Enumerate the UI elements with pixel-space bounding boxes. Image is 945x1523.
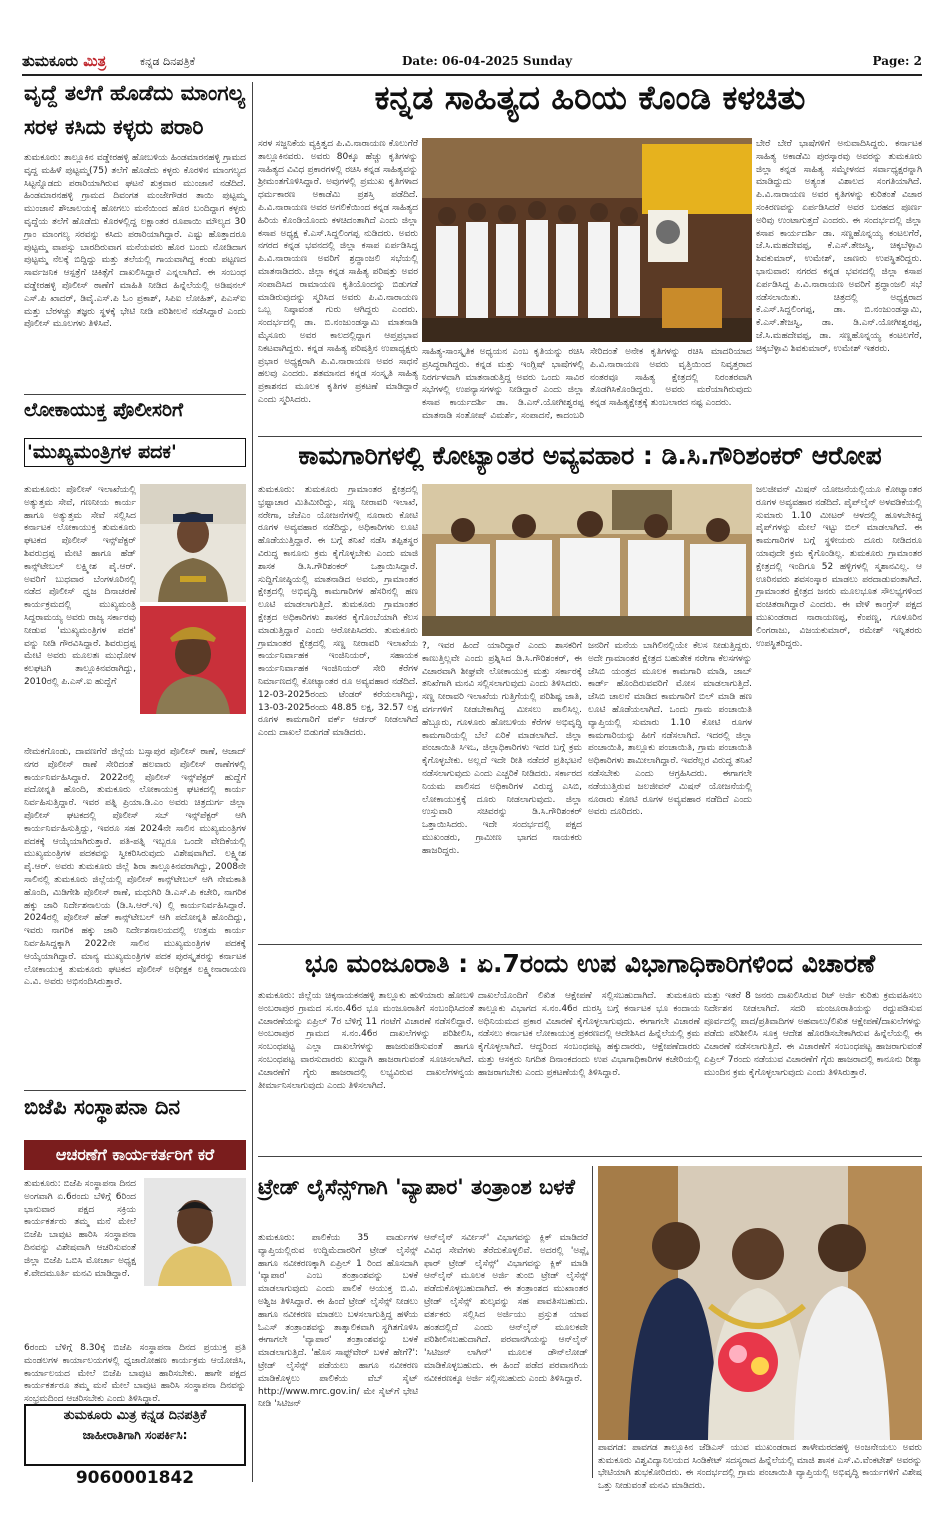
leader-portrait-icon	[144, 1178, 246, 1286]
b-col1: ತುಮಕೂರು: ತುಮಕೂರು ಗ್ರಾಮಾಂತರ ಕ್ಷೇತ್ರದಲ್ಲಿ ಭ್ರಷ್ಟಾಚಾರ ಮಿತಿಮೀರಿದ್ದು, ಸಣ್ಣ ನೀರಾವರಿ ಇಲಾಖೆ, ನರೇಗಾ, ಜೆಜೆಎಂ ಯೋಜನೆಗಳಲ್ಲಿ ನೂರಾರು ಕೋಟಿ ರೂಗಳ ಅವ್ಯವಹಾರ ನಡೆದಿದ್ದು, ಅಧಿಕಾರಿಗಳು ಲೂಟಿ ಹೊಡೆಯುತ್ತಿದ್ದಾರೆ. ಈ ಬಗ್ಗೆ ತನಿಖೆ ನಡೆಸಿ ತಪ್ಪಿತಸ್ಥರ ವಿರುದ್ಧ ಕಾನೂನು ಕ್ರಮ ಕೈಗೊಳ್ಳಬೇಕು ಎಂದು ಮಾಜಿ ಶಾಸಕ ಡಿ.ಸಿ.ಗೌರಿಶಂಕರ್ ಒತ್ತಾಯಿಸಿದ್ದಾರೆ. ಸುದ್ದಿಗೋಷ್ಠಿಯಲ್ಲಿ ಮಾತನಾಡಿದ ಅವರು, ಗ್ರಾಮಾಂತರ ಕ್ಷೇತ್ರದಲ್ಲಿ ಅಭಿವೃದ್ಧಿ ಕಾಮಗಾರಿಗಳ ಹೆಸರಿನಲ್ಲಿ ಹಣ ಲೂಟಿ ಮಾಡಲಾಗುತ್ತಿದೆ. ತುಮಕೂರು ಗ್ರಾಮಾಂತರ ಕ್ಷೇತ್ರದ ಅಧಿಕಾರಿಗಳು ಶಾಸಕರ ಕೈಗೊಂಬೆಯಾಗಿ ಕೆಲಸ ಮಾಡುತ್ತಿದ್ದಾರೆ ಎಂದು ಆರೋಪಿಸಿದರು. ತುಮಕೂರು ಗ್ರಾಮಾಂತರ ಕ್ಷೇತ್ರದಲ್ಲಿ ಸಣ್ಣ ನೀರಾವರಿ ಇಲಾಖೆಯ ಕಾರ್ಯನಿರ್ವಾಹಕ ಇಂಜಿನಿಯರ್, ಸಹಾಯಕ ಕಾರ್ಯನಿರ್ವಾಹಕ ಇಂಜಿನಿಯರ್ ಸೇರಿ ಕೆರೆಗಳ ನಿರ್ಮಾಣದಲ್ಲಿ ಕೋಟ್ಯಾಂತರ ರೂ ಅವ್ಯವಹಾರ ನಡೆದಿದೆ. 12-03-2025ರಂದು ಟೆಂಡರ್ ಕರೆಯಲಾಗಿದ್ದು, 13-03-2025ರಂದು 48.85 ಲಕ್ಷ, 32.57 ಲಕ್ಷ ರೂಗಳ ಕಾಮಗಾರಿಗೆ ವರ್ಕ್ ಆರ್ಡರ್ ನೀಡಲಾಗಿದೆ ಎಂದು ದಾಖಲೆ ಬಿಡುಗಡೆ ಮಾಡಿದರು.	[258, 485, 418, 739]
bjp-leader-photo	[144, 1178, 246, 1286]
paper-tagline: ಕನ್ನಡ ದಿನಪತ್ರಿಕೆ	[140, 55, 196, 68]
d-col1: ತುಮಕೂರು: ಪಾಲಿಕೆಯ 35 ವಾರ್ಡುಗಳ ವ್ಯಾಪ್ತಿಯಲ್ಲಿರುವ ಉದ್ದಿಮೆದಾರರಿಗೆ ಟ್ರೇಡ್ ಲೈಸೆನ್ಸ್ ಹಾಗೂ ನವೀಕರಣಕ್ಕಾಗಿ ಏಪ್ರಿಲ್ 1 ರಿಂದ ಹೊಸದಾಗಿ 'ವ್ಯಾಪಾರ' ಎಂಬ ತಂತ್ರಾಂಶವನ್ನು ಬಳಕೆ ಮಾಡಲಾಗುವುದು ಎಂದು ಪಾಲಿಕೆ ಆಯುಕ್ತ ಬಿ.ವಿ. ಅಶ್ವಿಜ ತಿಳಿಸಿದ್ದಾರೆ. ಈ ಹಿಂದೆ ಟ್ರೇಡ್ ಲೈಸೆನ್ಸ್ ನೀಡಲು ಹಾಗೂ ನವೀಕರಣ ಮಾಡಲು ಬಳಸಲಾಗುತ್ತಿದ್ದ ಹಳೆಯ ಓಎಸ್ ತಂತ್ರಾಂಶವನ್ನು ತಾತ್ಕಾಲಿಕವಾಗಿ ಸ್ಥಗಿತಗೊಳಿಸಿ ಈಗಾಗಲೇ 'ವ್ಯಾಪಾರ' ತಂತ್ರಾಂಶವನ್ನು ಬಳಕೆ ಮಾಡಲಾಗುತ್ತಿದೆ. 'ಹೊಸ ಸಾಫ್ಟ್‌ವೇರ್ ಬಳಕೆ ಹೇಗೆ?': ಟ್ರೇಡ್ ಲೈಸೆನ್ಸ್ ಪಡೆಯಲು ಹಾಗೂ ನವೀಕರಣ ಮಾಡಿಕೊಳ್ಳಲು ಪಾಲಿಕೆಯ ವೆಬ್ ಸೈಟ್ http://www.mrc.gov.in/ ಮೇ ಸೈಟ್‌ಗೆ ಭೇಟಿ ನೀಡಿ 'ಸಿಟಿಜನ್	[258, 1233, 418, 1410]
tribute-event-photo	[422, 138, 752, 342]
a1-headline-1: ವೃದ್ದೆ ತಲೆಗೆ ಹೊಡೆದು ಮಾಂಗಲ್ಯ	[24, 81, 246, 105]
divider	[24, 1090, 246, 1091]
main-under-photo: ಸಾಹಿತ್ಯ-ಸಾಂಸ್ಕೃತಿಕ ಅಧ್ಯಯನ ಎಂಬ ಕೃತಿಯನ್ನು ರಚಿಸಿ ಪ್ರಸಿದ್ಧರಾಗಿದ್ದರು. ಕನ್ನಡ ಮತ್ತು ಇಂಗ್ಲಿಷ್ ಭಾಷೆಗಳಲ್ಲಿ ನಿರರ್ಗಳವಾಗಿ ಮಾತನಾಡುತ್ತಿದ್ದ ಅವರು ಒಂದು ಸಾವಿರ ಸಭೆಗಳಲ್ಲಿ ಉಪನ್ಯಾಸಗಳನ್ನು ನೀಡಿದ್ದಾರೆ ಎಂದು ಜಿಲ್ಲಾ ಕಸಾಪ ಕಾರ್ಯದರ್ಶಿ ಡಾ. ಡಿ.ಎನ್.ಯೋಗೀಶ್ವರಪ್ಪ ಮಾತನಾಡಿ ಸಂತೋಷ್ ವಿಮರ್ಶೆ, ಸಂಪಾದನೆ, ಕಾದಂಬರಿ ಸೇರಿದಂತೆ ಅನೇಕ ಕೃತಿಗಳನ್ನು ರಚಿಸಿ ಮಾದರಿಯಾದ ಪಿ.ವಿ.ನಾರಾಯಣ ಅವರು ವೃತ್ತಿಯಿಂದ ನಿವೃತ್ತರಾದ ನಂತರವೂ ಸಾಹಿತ್ಯ ಕ್ಷೇತ್ರದಲ್ಲಿ ನಿರಂತರವಾಗಿ ತೊಡಗಿಸಿಕೊಂಡಿದ್ದರು. ಅವರು ಮರೆಯಾಗಿರುವುದು ಕನ್ನಡ ಸಾಹಿತ್ಯಕ್ಷೇತ್ರಕ್ಕೆ ತುಂಬಲಾರದ ನಷ್ಟ ಎಂದರು.	[422, 347, 752, 421]
c-col3: ಮತ್ತು ಇತರೆ 8 ಜನರು ದಾಖಲಿಸಿರುವ ರಿಟ್ ಅರ್ಜಿ ಕುರಿತು ಕ್ರಮವಹಿಸಲು ನಿರ್ದೇಶನ ನೀಡಲಾಗಿದೆ. ಸದರಿ ಮಂಜೂರಾತಿಯನ್ನು ರದ್ದುಪಡಿಸುವ ಪೂರ್ವದಲ್ಲಿ ಪಾದ/ಪ್ರತಿವಾದಿಗಳ ಅಹವಾಲು/ಲಿಖಿತ ಆಕ್ಷೇಪಣೆ/ದಾಖಲೆಗಳನ್ನು ಪಡೆದು ಪರಿಶೀಲಿಸಿ ಸೂಕ್ತ ಆದೇಶ ಹೊರಡಿಸಬೇಕಾಗಿರುವ ಹಿನ್ನೆಲೆಯಲ್ಲಿ ಈ ವಿಚಾರಣೆ ನಡೆಸಲಾಗುತ್ತಿದೆ. ಈ ವಿಚಾರಣೆಗೆ ಸಂಬಂಧಪಟ್ಟ ಹಾಜರಾಗುವಂತೆ ಏಪ್ರಿಲ್ 7ರಂದು ನಡೆಯುವ ವಿಚಾರಣೆಗೆ ಗೈರು ಹಾಜರಾದಲ್ಲಿ ಕಾನೂನು ರೀತ್ಯಾ ಮುಂದಿನ ಕ್ರಮ ಕೈಗೊಳ್ಳಲಾಗುವುದು ಎಂದು ತಿಳಿಸಿರುತ್ತಾರೆ.	[704, 991, 922, 1078]
d-headline: ಟ್ರೇಡ್ ಲೈಸೆನ್ಸ್‌ಗಾಗಿ 'ವ್ಯಾಪಾರ' ತಂತ್ರಾಂಶ ಬಳಕೆ	[258, 1175, 575, 1199]
main-col1: ಸರಳ ಸಜ್ಜನಿಕೆಯ ವ್ಯಕ್ತಿತ್ವದ ಪಿ.ವಿ.ನಾರಾಯಣ ಕೊಲುಗೆರೆ ತಾಲ್ಲೂಕಿನವರು. ಅವರು 80ಕ್ಕೂ ಹೆಚ್ಚು ಕೃತಿಗಳನ್ನು ಸಾಹಿತ್ಯದ ವಿವಿಧ ಪ್ರಕಾರಗಳಲ್ಲಿ ರಚಿಸಿ ಕನ್ನಡ ಸಾಹಿತ್ಯವನ್ನು ಶ್ರೀಮಂತಗೊಳಿಸಿದ್ದಾರೆ. ಅವುಗಳಲ್ಲಿ ಪ್ರಮುಖ ಕೃತಿಗಳಾದ ಧರ್ಮಕಾರಣ ಅಕಾಡೆಮಿ ಪ್ರಶಸ್ತಿ ಪಡೆದಿದೆ. ಪಿ.ವಿ.ನಾರಾಯಣ ಅವರ ಅಗಲಿಕೆಯಿಂದ ಕನ್ನಡ ಸಾಹಿತ್ಯದ ಹಿರಿಯ ಕೊಂಡಿಯೊಂದು ಕಳಚಿದಂತಾಗಿದೆ ಎಂದು ಜಿಲ್ಲಾ ಕಸಾಪ ಅಧ್ಯಕ್ಷ ಕೆ.ಎಸ್.ಸಿದ್ದಲಿಂಗಪ್ಪ ನುಡಿದರು. ಅವರು ನಗರದ ಕನ್ನಡ ಭವನದಲ್ಲಿ ಜಿಲ್ಲಾ ಕಸಾಪ ಏರ್ಪಡಿಸಿದ್ದ ಪಿ.ವಿ.ನಾರಾಯಣ ಅವರಿಗೆ ಶ್ರದ್ಧಾಂಜಲಿ ಸಭೆಯಲ್ಲಿ ಮಾತನಾಡಿದರು. ಜಿಲ್ಲಾ ಕನ್ನಡ ಸಾಹಿತ್ಯ ಪರಿಷತ್ತು ಅವರ ಸಂಪಾದಿಸಿದ ರಾಮಾಯಣ ಕೃತಿಯೊಂದನ್ನು ಬಿಡುಗಡೆ ಮಾಡಿರುವುದನ್ನು ಸ್ಮರಿಸಿದ ಅವರು ಪಿ.ವಿ.ನಾರಾಯಣ ಒಬ್ಬ ನಿಷ್ಠಾವಂತ ಗುರು ಆಗಿದ್ದರು ಎಂದರು. ಸಂದರ್ಭದಲ್ಲಿ ಡಾ. ಬಿ.ನಂಜುಂಡಸ್ವಾಮಿ ಮಾತನಾಡಿ ಮೈಸೂರು ಅವರ ಕಾಲದಲ್ಲಿದ್ದಾಗ ಆಪ್ತಪ್ರಭಾವ ನಿಕಟವಾಗಿದ್ದರು. ಕನ್ನಡ ಸಾಹಿತ್ಯ ಪರಿಷತ್ತಿನ ಉಪಾಧ್ಯಕ್ಷರು ಪ್ರಭಾರ ಅಧ್ಯಕ್ಷರಾಗಿ ಪಿ.ವಿ.ನಾರಾಯಣ ಅವರ ಸಾಧನೆ ಹಲವು ಎಂದರು. ಶತಮಾನದ ಕನ್ನಡ ಸಂಸ್ಕೃತಿ ಸಾಹಿತ್ಯ ಪ್ರಕಾಶನದ ಮೂಲಕ ಕೃತಿಗಳ ಪ್ರಕಟಣೆ ಮಾಡಿದ್ದಾರೆ ಎಂದು ಸ್ಮರಿಸಿದರು.	[258, 139, 418, 405]
column-rule	[252, 82, 253, 1482]
a3-body-narrow: ತುಮಕೂರು: ಬಿಜೆಪಿ ಸಂಸ್ಥಾಪನಾ ದಿನದ ಅಂಗವಾಗಿ ಏ.6ರಂದು ಬೆಳಿಗ್ಗೆ 6ರಿಂದ ಭಾನುವಾರ ಪಕ್ಷದ ಸಕ್ರಿಯ ಕಾರ್ಯಕರ್ತರು ತಮ್ಮ ಮನೆ ಮೇಲೆ ಬಿಜೆಪಿ ಬಾವುಟ ಹಾರಿಸಿ ಸಂಸ್ಥಾಪನಾ ದಿನವನ್ನು ವಿಶೇಷವಾಗಿ ಆಚರಿಸುವಂತೆ ಜಿಲ್ಲಾ ಬಿಜೆಪಿ ಒಬಿಸಿ ಮೋರ್ಚಾ ಅಧ್ಯಕ್ಷ ಕೆ.ವೇದಮೂರ್ತಿ ಮನವಿ ಮಾಡಿದ್ದಾರೆ.	[24, 1179, 136, 1279]
a2-headline-2: 'ಮುಖ್ಯಮಂತ್ರಿಗಳ ಪದಕ'	[24, 438, 246, 467]
officer-photo-1	[140, 484, 246, 602]
d-photo-caption: ಪಾವಗಡ: ಪಾವಗಡ ತಾಲ್ಲೂಕಿನ ಜೆಡಿಎಸ್ ಯುವ ಮುಖಂಡರಾದ ತಾಳೇಮರದಹಳ್ಳಿ ಅಂಜನೇಯಲು ಅವರು ತುಮಕೂರು ವಿಶ್ವವಿದ್ಯಾನಿಲಯದ ಸಿಂಡಿಕೇಟ್ ಸದಸ್ಯರಾದ ಹಿನ್ನೆಲೆಯಲ್ಲಿ ಮಾಜಿ ಶಾಸಕ ಎಸ್.ವಿ.ವೆಂಕಟೇಶ್ ಅವರನ್ನು ಭೇಟಿಯಾಗಿ ಶುಭಕೋರಿದರು. ಈ ಸಂದರ್ಭದಲ್ಲಿ ಗ್ರಾಮ ಪಂಚಾಯಿತಿ ವ್ಯಾಪ್ತಿಯಲ್ಲಿ ಅಭಿವೃದ್ಧಿ ಕಾರ್ಯಗಳಿಗೆ ವಿಶೇಷ ಒತ್ತು ನೀಡುವಂತೆ ಮನವಿ ಮಾಡಿದರು.	[598, 1443, 922, 1491]
divider	[258, 436, 922, 437]
c-headline: ಭೂ ಮಂಜೂರಾತಿ : ಏ.7ರಂದು ಉಪ ವಿಭಾಗಾಧಿಕಾರಿಗಳಿಂದ ವಿಚಾರಣೆ	[304, 949, 876, 978]
greeting-photo	[598, 1166, 922, 1440]
a2-body-narrow: ತುಮಕೂರು: ಪೊಲೀಸ್ ಇಲಾಖೆಯಲ್ಲಿ ಅತ್ಯುತ್ತಮ ಸೇವೆ, ಗಣನೀಯ ಕಾರ್ಯ ಹಾಗೂ ಅತ್ಯುತ್ತಮ ಸೇವೆ ಸಲ್ಲಿಸಿದ ಕರ್ನಾಟಕ ಲೋಕಾಯುಕ್ತ ತುಮಕೂರು ಘಟಕದ ಪೊಲೀಸ್ ಇನ್ಸ್‌ಪೆಕ್ಟರ್ ಶಿವರುದ್ರಪ್ಪ ಮೇಟಿ ಹಾಗೂ ಹೆಡ್ ಕಾನ್ಸ್‌ಟೇಬಲ್ ಲಕ್ಷ್ಮೀಶ ಪೈ.ಆರ್. ಅವರಿಗೆ ಬುಧವಾರ ಬೆಂಗಳೂರಿನಲ್ಲಿ ನಡೆದ ಪೊಲೀಸ್ ಧ್ವಜ ದಿನಾಚರಣೆ ಕಾರ್ಯಕ್ರಮದಲ್ಲಿ ಮುಖ್ಯಮಂತ್ರಿ ಸಿದ್ದರಾಮಯ್ಯ ಅವರು ರಾಜ್ಯ ಸರ್ಕಾರವು ನೀಡುವ 'ಮುಖ್ಯಮಂತ್ರಿಗಳ ಪದಕ' ವನ್ನು ನೀಡಿ ಗೌರವಿಸಿದ್ದಾರೆ. ಶಿವರುದ್ರಪ್ಪ ಮೇಟಿ ಅವರು ಮೂಲತಃ ಮುಧೋಳ ಕಲಘಟಗಿ ತಾಲ್ಲೂಕಿನವರಾಗಿದ್ದು, 2010ರಲ್ಲಿ ಪಿ.ಎಸ್.ಐ ಹುದ್ದೆಗೆ	[24, 485, 136, 687]
b-col3: ಜನರಿಗೆ ಮನೆಯ ಬಾಗಿಲಿನಲ್ಲಿಯೇ ಕೆಲಸ ನೀಡುತ್ತಿದ್ದರು. ಅದೇ ಗ್ರಾಮಾಂತರ ಕ್ಷೇತ್ರದ ಬಹುತೇಕ ನರೇಗಾ ಕೆಲಸಗಳನ್ನು ಜೆಸಿಬಿ ಯಂತ್ರದ ಮೂಲಕ ಕಾಮಗಾರಿ ಮಾಡಿ, ಜಾಬ್ ಕಾರ್ಡ್ ಹೊಂದಿರುವವರಿಗೆ ಮೋಸ ಮಾಡಲಾಗುತ್ತಿದೆ. ಜೆಸಿಬಿ ಚಾಲನೆ ಮಾಡಿದ ಕಾಮಗಾರಿಗೆ ಬಿಲ್ ಮಾಡಿ ಹಣ ಲೂಟಿ ಹೊಡೆಯಲಾಗಿದೆ. ಒಂದು ಗ್ರಾಮ ಪಂಚಾಯಿತಿ ವ್ಯಾಪ್ತಿಯಲ್ಲಿ ಸುಮಾರು 1.10 ಕೋಟಿ ರೂಗಳ ಕಾಮಗಾರಿಯನ್ನು ಹೀಗೆ ನಡೆಸಲಾಗಿದೆ. ಇದರಲ್ಲಿ ಜಿಲ್ಲಾ ಪಂಚಾಯಿತಿ, ತಾಲ್ಲೂಕು ಪಂಚಾಯಿತಿ, ಗ್ರಾಮ ಪಂಚಾಯಿತಿ ಅಧಿಕಾರಿಗಳು ಶಾಮೀಲಾಗಿದ್ದಾರೆ. ಇವರೆಲ್ಲರ ವಿರುದ್ಧ ತನಿಖೆ ನಡೆಸಬೇಕು ಎಂದು ಆಗ್ರಹಿಸಿದರು. ಈಗಾಗಲೇ ನಡೆಯುತ್ತಿರುವ ಜಲಜೀವನ್ ಮಿಷನ್ ಯೋಜನೆಯಲ್ಲಿ ನೂರಾರು ಕೋಟಿ ರೂಗಳ ಅವ್ಯವಹಾರ ನಡೆದಿದೆ ಎಂದು ಅವರು ದೂರಿದರು.	[588, 641, 752, 818]
issue-date: Date: 06-04-2025 Sunday	[402, 54, 573, 68]
paper-logo	[22, 52, 106, 70]
a2-headline-1: ಲೋಕಾಯುಕ್ತ ಪೊಲೀಸರಿಗೆ	[24, 399, 184, 421]
ad-subtitle: ಜಾಹೀರಾತಿಗಾಗಿ ಸಂಪರ್ಕಿಸಿ:	[82, 1428, 188, 1442]
divider	[24, 394, 246, 395]
a1-headline-2: ಸರಳ ಕಸಿದು ಕಳ್ಳರು ಪರಾರಿ	[24, 115, 204, 139]
divider	[258, 1156, 922, 1157]
officer-photo-2	[140, 606, 246, 714]
ad-box	[24, 1404, 246, 1466]
a3-headline: ಬಿಜೆಪಿ ಸಂಸ್ಥಾಪನಾ ದಿನ	[24, 1095, 181, 1119]
c-col1: ತುಮಕೂರು: ಜಿಲ್ಲೆಯ ಚಿಕ್ಕನಾಯಕನಹಳ್ಳಿ ತಾಲ್ಲೂಕು ಹುಳಿಯಾರು ಹೋಬಳಿ ಅಂಬರಾಪುರ ಗ್ರಾಮದ ಸ.ನಂ.46ರ ಭೂ ಮಂಜೂರಾತಿಗೆ ಸಂಬಂಧಿಸಿದಂತೆ ವಿಚಾರಣೆಯನ್ನು ಏಪ್ರಿಲ್ 7ರ ಬೆಳಿಗ್ಗೆ 11 ಗಂಟೆಗೆ ವಿಚಾರಣೆ ನಡೆಸಲಿದ್ದಾರೆ. ಅಂಬರಾಪುರ ಗ್ರಾಮದ ಸ.ನಂ.46ರ ದಾಖಲೆಗಳನ್ನು ಪರಿಶೀಲಿಸಿ, ಸಂಬಂಧಪಟ್ಟ ಎಲ್ಲಾ ದಾಖಲೆಗಳನ್ನು ಹಾಜರುಪಡಿಸುವಂತೆ ಹಾಗೂ ಸಂಬಂಧಪಟ್ಟ ವಾರಸುದಾರರು ಖುದ್ದಾಗಿ ಹಾಜರಾಗುವಂತೆ ಸೂಚಿಸಲಾಗಿದೆ. ವಿಚಾರಣೆಗೆ ಗೈರು ಹಾಜರಾದಲ್ಲಿ ಲಭ್ಯವಿರುವ ದಾಖಲೆಗಳನ್ವಯ ತೀರ್ಮಾನಿಸಲಾಗುವುದು ಎಂದು ತಿಳಿಸಲಾಗಿದೆ.	[258, 991, 474, 1091]
main-photo	[422, 138, 752, 342]
main-col3: ಬೇರೆ ಬೇರೆ ಭಾಷೆಗಳಿಗೆ ಅನುವಾದಿಸಿದ್ದರು. ಕರ್ನಾಟಕ ಸಾಹಿತ್ಯ ಅಕಾಡೆಮಿ ಪುರಸ್ಕಾರವು ಅವರನ್ನು ತುಮಕೂರು ಜಿಲ್ಲಾ ಕನ್ನಡ ಸಾಹಿತ್ಯ ಸಮ್ಮೇಳನದ ಸರ್ವಾಧ್ಯಕ್ಷರನ್ನಾಗಿ ಮಾಡಿದ್ದುದು ಅತ್ಯಂತ ವಿಶಾಲದ ಸಂಗತಿಯಾಗಿದೆ. ಪಿ.ವಿ.ನಾರಾಯಣ ಅವರ ಕೃತಿಗಳನ್ನು ಕುರಿತಂತೆ ವಿಚಾರ ಸಂಕಿರಣವನ್ನು ಏರ್ಪಡಿಸಿದರೆ ಅವರ ಬರಹದ ಪೂರ್ಣ ಅರಿವು ಉಂಟಾಗುತ್ತದೆ ಎಂದರು. ಈ ಸಂದರ್ಭದಲ್ಲಿ ಜಿಲ್ಲಾ ಕಸಾಪ ಕಾರ್ಯದರ್ಶಿ ಡಾ. ಸಣ್ಣಹೊನ್ನಯ್ಯ ಕಂಟಲಗೆರೆ, ಜೆ.ಸಿ.ಮಹದೇವಪ್ಪ, ಕೆ.ಎಸ್.ತೇಜಸ್ವಿ, ಚಿಕ್ಕಬೆಳ್ಳಾವಿ ಶಿವಕುಮಾರ್, ಉಮೇಶ್, ಜಾಣರು ಉಪಸ್ಥಿತರಿದ್ದರು. ಭಾನುವಾರ: ನಗರದ ಕನ್ನಡ ಭವನದಲ್ಲಿ ಜಿಲ್ಲಾ ಕಸಾಪ ಏರ್ಪಡಿಸಿದ್ದ ಪಿ.ವಿ.ನಾರಾಯಣ ಅವರಿಗೆ ಶ್ರದ್ಧಾಂಜಲಿ ಸಭೆ ನಡೆಸಲಾಯಿತು. ಚಿತ್ರದಲ್ಲಿ ಅಧ್ಯಕ್ಷರಾದ ಕೆ.ಎಸ್.ಸಿದ್ದಲಿಂಗಪ್ಪ, ಡಾ. ಬಿ.ನಂಜುಂಡಸ್ವಾಮಿ, ಕೆ.ಎಸ್.ತೇಜಸ್ವಿ, ಡಾ. ಡಿ.ಎನ್.ಯೋಗೀಶ್ವರಪ್ಪ, ಜೆ.ಸಿ.ಮಹದೇವಪ್ಪ, ಡಾ. ಸಣ್ಣಹೊನ್ನಯ್ಯ ಕಂಟಲಗೆರೆ, ಚಿಕ್ಕಬೆಳ್ಳಾವಿ ಶಿವಕುಮಾರ್, ಉಮೇಶ್ ಇತರರು.	[756, 139, 922, 354]
b-col2: ?, ಇವರ ಹಿಂದೆ ಯಾರಿದ್ದಾರೆ ಎಂದು ಶಾಸಕರಿಗೆ ಕಾಣುತ್ತಿಲ್ಲವೇ ಎಂದು ಪ್ರಶ್ನಿಸಿದ ಡಿ.ಸಿ.ಗೌರಿಶಂಕರ್, ಈ ವಿಚಾರವಾಗಿ ಶೀಘ್ರವೇ ಲೋಕಾಯುಕ್ತ ಮತ್ತು ಸರ್ಕಾರಕ್ಕೆ ತನಿಖೆಗಾಗಿ ಮನವಿ ಸಲ್ಲಿಸಲಾಗುವುದು ಎಂದು ತಿಳಿಸಿದರು. ಸಣ್ಣ ನೀರಾವರಿ ಇಲಾಖೆಯ ಗುತ್ತಿಗೆಯಲ್ಲಿ ಪರಿಶಿಷ್ಟ ಜಾತಿ, ವರ್ಗಗಳಿಗೆ ನೀಡಬೇಕಾಗಿದ್ದ ಮೀಸಲು ಪಾಲಿಸಿಲ್ಲ. ಹೆಬ್ಬೂರು, ಗೂಳೂರು ಹೋಬಳಿಯ ಕೆರೆಗಳ ಅಭಿವೃದ್ಧಿ ಕಾಮಗಾರಿಯಲ್ಲಿ ಬೆಲೆ ಏರಿಕೆ ಮಾಡಲಾಗಿದೆ. ಜಿಲ್ಲಾ ಪಂಚಾಯಿತಿ ಸಿಇಒ, ಜಿಲ್ಲಾಧಿಕಾರಿಗಳು ಇದರ ಬಗ್ಗೆ ಕ್ರಮ ಕೈಗೊಳ್ಳಬೇಕು. ಅಲ್ಲದೆ ಇದೇ ರೀತಿ ನಡೆದರೆ ಪ್ರತಿಭಟನೆ ನಡೆಸಲಾಗುವುದು ಎಂದು ಎಚ್ಚರಿಕೆ ನೀಡಿದರು. ಸರ್ಕಾರದ ನಿಯಮ ಪಾಲಿಸದ ಅಧಿಕಾರಿಗಳ ವಿರುದ್ಧ ಎಸಿಬಿ, ಲೋಕಾಯುಕ್ತಕ್ಕೆ ದೂರು ನೀಡಲಾಗುವುದು. ಜಿಲ್ಲಾ ಉಸ್ತುವಾರಿ ಸಚಿವರನ್ನು ಡಿ.ಸಿ.ಗೌರಿಶಂಕರ್ ಒತ್ತಾಯಿಸಿದರು. ಇದೇ ಸಂದರ್ಭದಲ್ಲಿ ಪಕ್ಷದ ಮುಖಂಡರು, ಗ್ರಾಮೀಣ ಭಾಗದ ನಾಯಕರು ಹಾಜರಿದ್ದರು.	[422, 641, 582, 856]
officer-portrait-icon	[140, 606, 246, 714]
main-headline: ಕನ್ನಡ ಸಾಹಿತ್ಯದ ಹಿರಿಯ ಕೊಂಡಿ ಕಳಚಿತು	[374, 78, 806, 117]
a3-subheadline: ಆಚರಣೆಗೆ ಕಾರ್ಯಕರ್ತರಿಗೆ ಕರೆ	[24, 1140, 246, 1170]
logo-text-b: ಮಿತ್ರ	[83, 52, 107, 70]
ad-title: ತುಮಕೂರು ಮಿತ್ರ ಕನ್ನಡ ದಿನಪತ್ರಿಕೆ	[63, 1408, 207, 1423]
page-number: Page: 2	[872, 54, 922, 68]
b-photo	[422, 484, 752, 636]
d-photo	[598, 1166, 922, 1440]
press-meet-photo	[422, 484, 752, 636]
officer-portrait-icon	[140, 484, 246, 602]
divider	[258, 944, 922, 945]
a2-body-wide: ನೇಮಕಗೊಂಡು, ದಾವಣಗೆರೆ ಜಿಲ್ಲೆಯ ಬಸ್ಸಾಪುರ ಪೊಲೀಸ್ ಠಾಣೆ, ಆಜಾದ್ ನಗರ ಪೊಲೀಸ್ ಠಾಣೆ ಸೇರಿದಂತೆ ಹಲವಾರು ಪೊಲೀಸ್ ಠಾಣೆಗಳಲ್ಲಿ ಕಾರ್ಯನಿರ್ವಹಿಸಿದ್ದಾರೆ. 2022ರಲ್ಲಿ ಪೊಲೀಸ್ ಇನ್ಸ್‌ಪೆಕ್ಟರ್ ಹುದ್ದೆಗೆ ಪದೋನ್ನತಿ ಹೊಂದಿ, ತುಮಕೂರು ಲೋಕಾಯುಕ್ತ ಘಟಕದಲ್ಲಿ ಕಾರ್ಯ ನಿರ್ವಹಿಸುತ್ತಿದ್ದಾರೆ. ಇವರ ಪತ್ನಿ ಪ್ರಿಯಾ.ಡಿ.ಎಂ ಅವರು ಚಿತ್ರದುರ್ಗ ಜಿಲ್ಲಾ ಪೊಲೀಸ್ ಘಟಕದಲ್ಲಿ ಪೊಲೀಸ್ ಸಬ್ ಇನ್ಸ್‌ಪೆಕ್ಟರ್ ಆಗಿ ಕಾರ್ಯನಿರ್ವಹಿಸುತ್ತಿದ್ದು, ಇವರೂ ಸಹ 2024ನೇ ಸಾಲಿನ ಮುಖ್ಯಮಂತ್ರಿಗಳ ಪದಕಕ್ಕೆ ಆಯ್ಕೆಯಾಗಿರುತ್ತಾರೆ. ಪತಿ-ಪತ್ನಿ ಇಬ್ಬರೂ ಒಂದೇ ವೇದಿಕೆಯಲ್ಲಿ ಮುಖ್ಯಮಂತ್ರಿಗಳ ಪದಕವನ್ನು ಸ್ವೀಕರಿಸಿರುವುದು ವಿಶೇಷವಾಗಿದೆ. ಲಕ್ಷ್ಮೀಶ ಪೈ.ಆರ್. ಅವರು ತುಮಕೂರು ಜಿಲ್ಲೆ ಶಿರಾ ತಾಲ್ಲೂಕಿನವರಾಗಿದ್ದು, 2008ನೇ ಸಾಲಿನಲ್ಲಿ ತುಮಕೂರು ಜಿಲ್ಲೆಯಲ್ಲಿ ಪೊಲೀಸ್ ಕಾನ್ಸ್‌ಟೇಬಲ್ ಆಗಿ ನೇಮಕಾತಿ ಹೊಂದಿ, ಮಿಡಿಗೇಶಿ ಪೊಲೀಸ್ ಠಾಣೆ, ಮಧುಗಿರಿ ಡಿ.ಎಸ್.ಪಿ ಕಚೇರಿ, ನಾಗರಿಕ ಹಕ್ಕು ಜಾರಿ ನಿರ್ದೇಶನಾಲಯ (ಡಿ.ಸಿ.ಆರ್.ಇ) ಲ್ಲಿ ಕಾರ್ಯನಿರ್ವಹಿಸಿದ್ದಾರೆ. 2024ರಲ್ಲಿ ಪೊಲೀಸ್ ಹೆಡ್ ಕಾನ್ಸ್‌ಟೇಬಲ್ ಆಗಿ ಪದೋನ್ನತಿ ಹೊಂದಿದ್ದು, ಇವರು ನಾಗರಿಕ ಹಕ್ಕು ಜಾರಿ ನಿರ್ದೇಶನಾಲಯದಲ್ಲಿ ಉತ್ತಮ ಕಾರ್ಯ ನಿರ್ವಹಿಸಿದ್ದಕ್ಕಾಗಿ 2022ನೇ ಸಾಲಿನ ಮುಖ್ಯಮಂತ್ರಿಗಳ ಪದಕಕ್ಕೆ ಆಯ್ಕೆಯಾಗಿದ್ದಾರೆ. ಮಾನ್ಯ ಮುಖ್ಯಮಂತ್ರಿಗಳ ಪದಕ ಪುರಸ್ಕೃತರನ್ನು ಕರ್ನಾಟಕ ಲೋಕಾಯುಕ್ತ ತುಮಕೂರು ಘಟಕದ ಪೊಲೀಸ್ ಅಧೀಕ್ಷಕ ಲಕ್ಷ್ಮೀನಾರಾಯಣ ಎ.ವಿ. ಅವರು ಅಭಿನಂದಿಸಿರುತ್ತಾರೆ.	[24, 747, 246, 988]
b-headline: ಕಾಮಗಾರಿಗಳಲ್ಲಿ ಕೋಟ್ಯಾಂತರ ಅವ್ಯವಹಾರ : ಡಿ.ಸಿ.ಗೌರಿಶಂಕರ್ ಆರೋಪ	[298, 441, 882, 470]
a1-body: ತುಮಕೂರು: ತಾಲ್ಲೂಕಿನ ವಡ್ಡೇರಹಳ್ಳಿ ಹೋಬಳಿಯ ಹಿಂಡಮಾರನಹಳ್ಳಿ ಗ್ರಾಮದ ವೃದ್ದ ಮಹಿಳೆ ಪುಟ್ಟಮ್ಮ(75) ತಲೆಗೆ ಹೊಡೆದು ಕಳ್ಳರು ಕೊರಳಿನ ಮಾಂಗಲ್ಯದ ಸಿಟ್ಟನ್ನೊಡದು ಪರಾರಿಯಾಗಿರುವ ಘಟನೆ ಶುಕ್ರವಾರ ಮುಂಜಾನೆ ನಡೆದಿದೆ. ಹಿಂಡಮಾರನಹಳ್ಳಿ ಗ್ರಾಮದ ದಿವಂಗತ ಮಂಜೇಗೌಡರ ತಾಯಿ ಪುಟ್ಟಮ್ಮ ಮುಂಜಾನೆ ಶೌಚಾಲಯಕ್ಕೆ ಹೋಗಲು ಮನೆಯಿಂದ ಹೊರ ಬಂದಿದ್ದಾಗ ಕಳ್ಳರು ವೃದ್ದೆಯ ತಲೆಗೆ ಹೊಡೆದು ಕೊರಳಲ್ಲಿದ್ದ ಲಕ್ಷಾಂತರ ರೂಪಾಯಿ ಮೌಲ್ಯದ 30 ಗ್ರಾಂ ಮಾಂಗಲ್ಯ ಸರವನ್ನು ಕಸಿದು ಪರಾರಿಯಾಗಿದ್ದಾರೆ. ಎಷ್ಟು ಹೊತ್ತಾದರೂ ಪುಟ್ಟಮ್ಮ ವಾಪಸ್ಸು ಬಾರದಿರುವಾಗ ಮನೆಯವರು ಹೊರ ಬಂದು ನೋಡಿದಾಗ ಪುಟ್ಟಮ್ಮ ನೆಲಕ್ಕೆ ಬಿದ್ದಿದ್ದು ಮತ್ತು ತಲೆಯಲ್ಲಿ ಗಾಯವಾಗಿದ್ದ ಕಂಡು ಪಟ್ಟಣದ ಸಾರ್ವಜನಿಕ ಆಸ್ಪತ್ರೆಗೆ ಚಿಕಿತ್ಸೆಗೆ ದಾಖಲಿಸಿದ್ದಾರೆ ಎನ್ನಲಾಗಿದೆ. ಈ ಸಂಬಂಧ ವಡ್ಡೇರಹಳ್ಳಿ ಪೊಲೀಸ್ ಠಾಣೆಗೆ ಮಾಹಿತಿ ನೀಡಿದ ಹಿನ್ನೆಲೆಯಲ್ಲಿ ಅಡಿಷನಲ್ ಎಸ್.ಪಿ ಖಾದರ್, ಡಿವೈ.ಎಸ್.ಪಿ ಓಂ ಪ್ರಕಾಶ್, ಸಿಪಿಐ ಲೋಹಿತ್, ಪಿಎಸ್ಐ ಮತ್ತು ಬೆರಳಚ್ಚು ತಜ್ಞರು ಸ್ಥಳಕ್ಕೆ ಭೇಟಿ ನೀಡಿ ಪರಿಶೀಲನೆ ನಡೆಸಿದ್ದಾರೆ ಎಂದು ಪೊಲೀಸ್ ಮೂಲಗಳು ತಿಳಿಸಿವೆ.	[24, 153, 246, 330]
masthead	[22, 52, 922, 76]
column-rule	[592, 1166, 593, 1478]
a3-body-wide: 6ರಂದು ಬೆಳಿಗ್ಗೆ 8.30ಕ್ಕೆ ಬಿಜೆಪಿ ಸಂಸ್ಥಾಪನಾ ದಿನದ ಪ್ರಯುಕ್ತ ಪ್ರತಿ ಮಂಡಲಗಳ ಕಾರ್ಯಾಲಯಗಳಲ್ಲಿ ಧ್ವಜಾರೋಹಣ ಕಾರ್ಯಕ್ರಮ ಆಯೋಜಿಸಿ, ಕಾರ್ಯಾಲಯದ ಮೇಲೆ ಬಿಜೆಪಿ ಬಾವುಟ ಹಾರಿಸಬೇಕು. ಹಾಗೇ ಪಕ್ಷದ ಕಾರ್ಯಕರ್ತರೂ ತಮ್ಮ ಮನೆ ಮೇಲೆ ಬಾವುಟ ಹಾರಿಸಿ ಸಂಸ್ಥಾಪನಾ ದಿನವನ್ನು ಸಂಭ್ರಮದಿಂದ ಆಚರಿಸಬೇಕು ಎಂದು ತಿಳಿಸಿದ್ದಾರೆ.	[24, 1343, 246, 1405]
logo-text-a: ತುಮಕೂರು	[22, 52, 79, 70]
b-col4: ಜಲಜೀವನ್ ಮಿಷನ್ ಯೋಜನೆಯಲ್ಲಿಯೂ ಕೋಟ್ಯಾಂತರ ರೂಗಳ ಅವ್ಯವಹಾರ ನಡೆದಿದೆ. ಪೈಪ್‌ಲೈನ್ ಅಳವಡಿಕೆಯಲ್ಲಿ ಸುಮಾರು 1.10 ಮೀಟರ್ ಆಳದಲ್ಲಿ ಹೂಳಬೇಕಿದ್ದ ಪೈಪ್‌ಗಳನ್ನು ಮೇಲೆ ಇಟ್ಟು ಬಿಲ್ ಮಾಡಲಾಗಿದೆ. ಈ ಕಾಮಗಾರಿಗಳ ಬಗ್ಗೆ ಸ್ಥಳೀಯರು ದೂರು ನೀಡಿದರೂ ಯಾವುದೇ ಕ್ರಮ ಕೈಗೊಂಡಿಲ್ಲ. ತುಮಕೂರು ಗ್ರಾಮಾಂತರ ಕ್ಷೇತ್ರದಲ್ಲಿ ಇಂದಿಗೂ 52 ಹಳ್ಳಿಗಳಲ್ಲಿ ಸ್ಮಶಾನವಿಲ್ಲ. ಆ ಊರಿನವರು ಶವಸಂಸ್ಕಾರ ಮಾಡಲು ಪರದಾಡುವಂತಾಗಿದೆ. ಗ್ರಾಮಾಂತರ ಕ್ಷೇತ್ರದ ಜನರು ಮೂಲಭೂತ ಸೌಲಭ್ಯಗಳಿಂದ ವಂಚಿತರಾಗಿದ್ದಾರೆ ಎಂದರು. ಈ ವೇಳೆ ಕಾಂಗ್ರೆಸ್ ಪಕ್ಷದ ಮುಖಂಡರಾದ ನಾರಾಯಣಪ್ಪ, ಕೆಂಪಣ್ಣ, ಗೂಳೂರಿನ ಲಿಂಗರಾಜು, ವಿಜಯಕುಮಾರ್, ರಮೇಶ್ ಇನ್ನಿತರರು ಉಪಸ್ಥಿತರಿದ್ದರು.	[756, 485, 922, 649]
ad-phone: 9060001842	[75, 1468, 195, 1488]
d-col2: ಆನ್‌ಲೈನ್ ಸರ್ವೀಸ್' ವಿಭಾಗವನ್ನು ಕ್ಲಿಕ್ ಮಾಡಿದರೆ ವಿವಿಧ ಸೇವೆಗಳು ತೆರೆದುಕೊಳ್ಳಲಿವೆ. ಅದರಲ್ಲಿ 'ಅಪ್ಲೈ ಫಾರ್ ಟ್ರೇಡ್ ಲೈಸೆನ್ಸ್' ವಿಭಾಗವನ್ನು ಕ್ಲಿಕ್ ಮಾಡಿ ಆನ್‌ಲೈನ್ ಮೂಲಕ ಅರ್ಜಿ ತುಂಬಿ ಟ್ರೇಡ್ ಲೈಸೆನ್ಸ್ ಪಡೆದುಕೊಳ್ಳಬಹುದಾಗಿದೆ. ಈ ತಂತ್ರಾಂಶದ ಮುಖಾಂತರ ಟ್ರೇಡ್ ಲೈಸೆನ್ಸ್ ಶುಲ್ಕವನ್ನು ಸಹ ಪಾವತಿಸಬಹುದು. ವರ್ತಕರು ಸಲ್ಲಿಸಿದ ಅರ್ಜಿಯು ಪ್ರಸ್ತುತ ಯಾವ ಹಂತದಲ್ಲಿದೆ ಎಂದು ಆನ್‌ಲೈನ್ ಮೂಲಕವೇ ಪರಿಶೀಲಿಸಬಹುದಾಗಿದೆ. ಪರವಾನಗಿಯನ್ನು ಆನ್‌ಲೈನ್ 'ಸಿಟಿಜನ್ ಲಾಗಿನ್' ಮೂಲಕ ಡೌನ್‌ಲೋಡ್ ಮಾಡಿಕೊಳ್ಳಬಹುದು. ಈ ಹಿಂದೆ ಪಡೆದ ಪರವಾನಗಿಯ ನವೀಕರಣಕ್ಕೂ ಅರ್ಜಿ ಸಲ್ಲಿಸಬಹುದು ಎಂದು ತಿಳಿಸಿದ್ದಾರೆ.	[424, 1233, 588, 1384]
c-col2: ದಾಖಲೆಯೊಂದಿಗೆ ಲಿಖಿತ ಆಕ್ಷೇಪಣೆ ಸಲ್ಲಿಸಬಹುದಾಗಿದೆ. ತುಮಕೂರು ತಾಲ್ಲೂಕು ವಿಭಾಗದ ಸ.ನಂ.46ರ ದುರಸ್ತಿ ಬಗ್ಗೆ ಕರ್ನಾಟಕ ಭೂ ಕಂದಾಯ ಅಧಿನಿಯಮದ ಪ್ರಕಾರ ವಿಚಾರಣೆ ಕೈಗೊಳ್ಳಲಾಗುವುದು. ಈಗಾಗಲೇ ವಿಚಾರಣೆ ನಡೆಸಲು ಕರ್ನಾಟಕ ಲೋಕಾಯುಕ್ತ ಪ್ರಕರಣದಲ್ಲಿ ಆದೇಶಿಸಿದ ಹಿನ್ನೆಲೆಯಲ್ಲಿ ಕ್ರಮ ಕೈಗೊಳ್ಳಲಾಗಿದೆ. ಆದ್ದರಿಂದ ಸಂಬಂಧಪಟ್ಟ ಹಕ್ಕುದಾರರು, ಆಕ್ಷೇಪಣೆದಾರರು ಮತ್ತು ಆಸಕ್ತರು ನಿಗದಿತ ದಿನಾಂಕದಂದು ಉಪ ವಿಭಾಗಾಧಿಕಾರಿಗಳ ಕಚೇರಿಯಲ್ಲಿ ಹಾಜರಾಗಬೇಕು ಎಂದು ಪ್ರಕಟಣೆಯಲ್ಲಿ ತಿಳಿಸಿದ್ದಾರೆ.	[478, 991, 700, 1078]
